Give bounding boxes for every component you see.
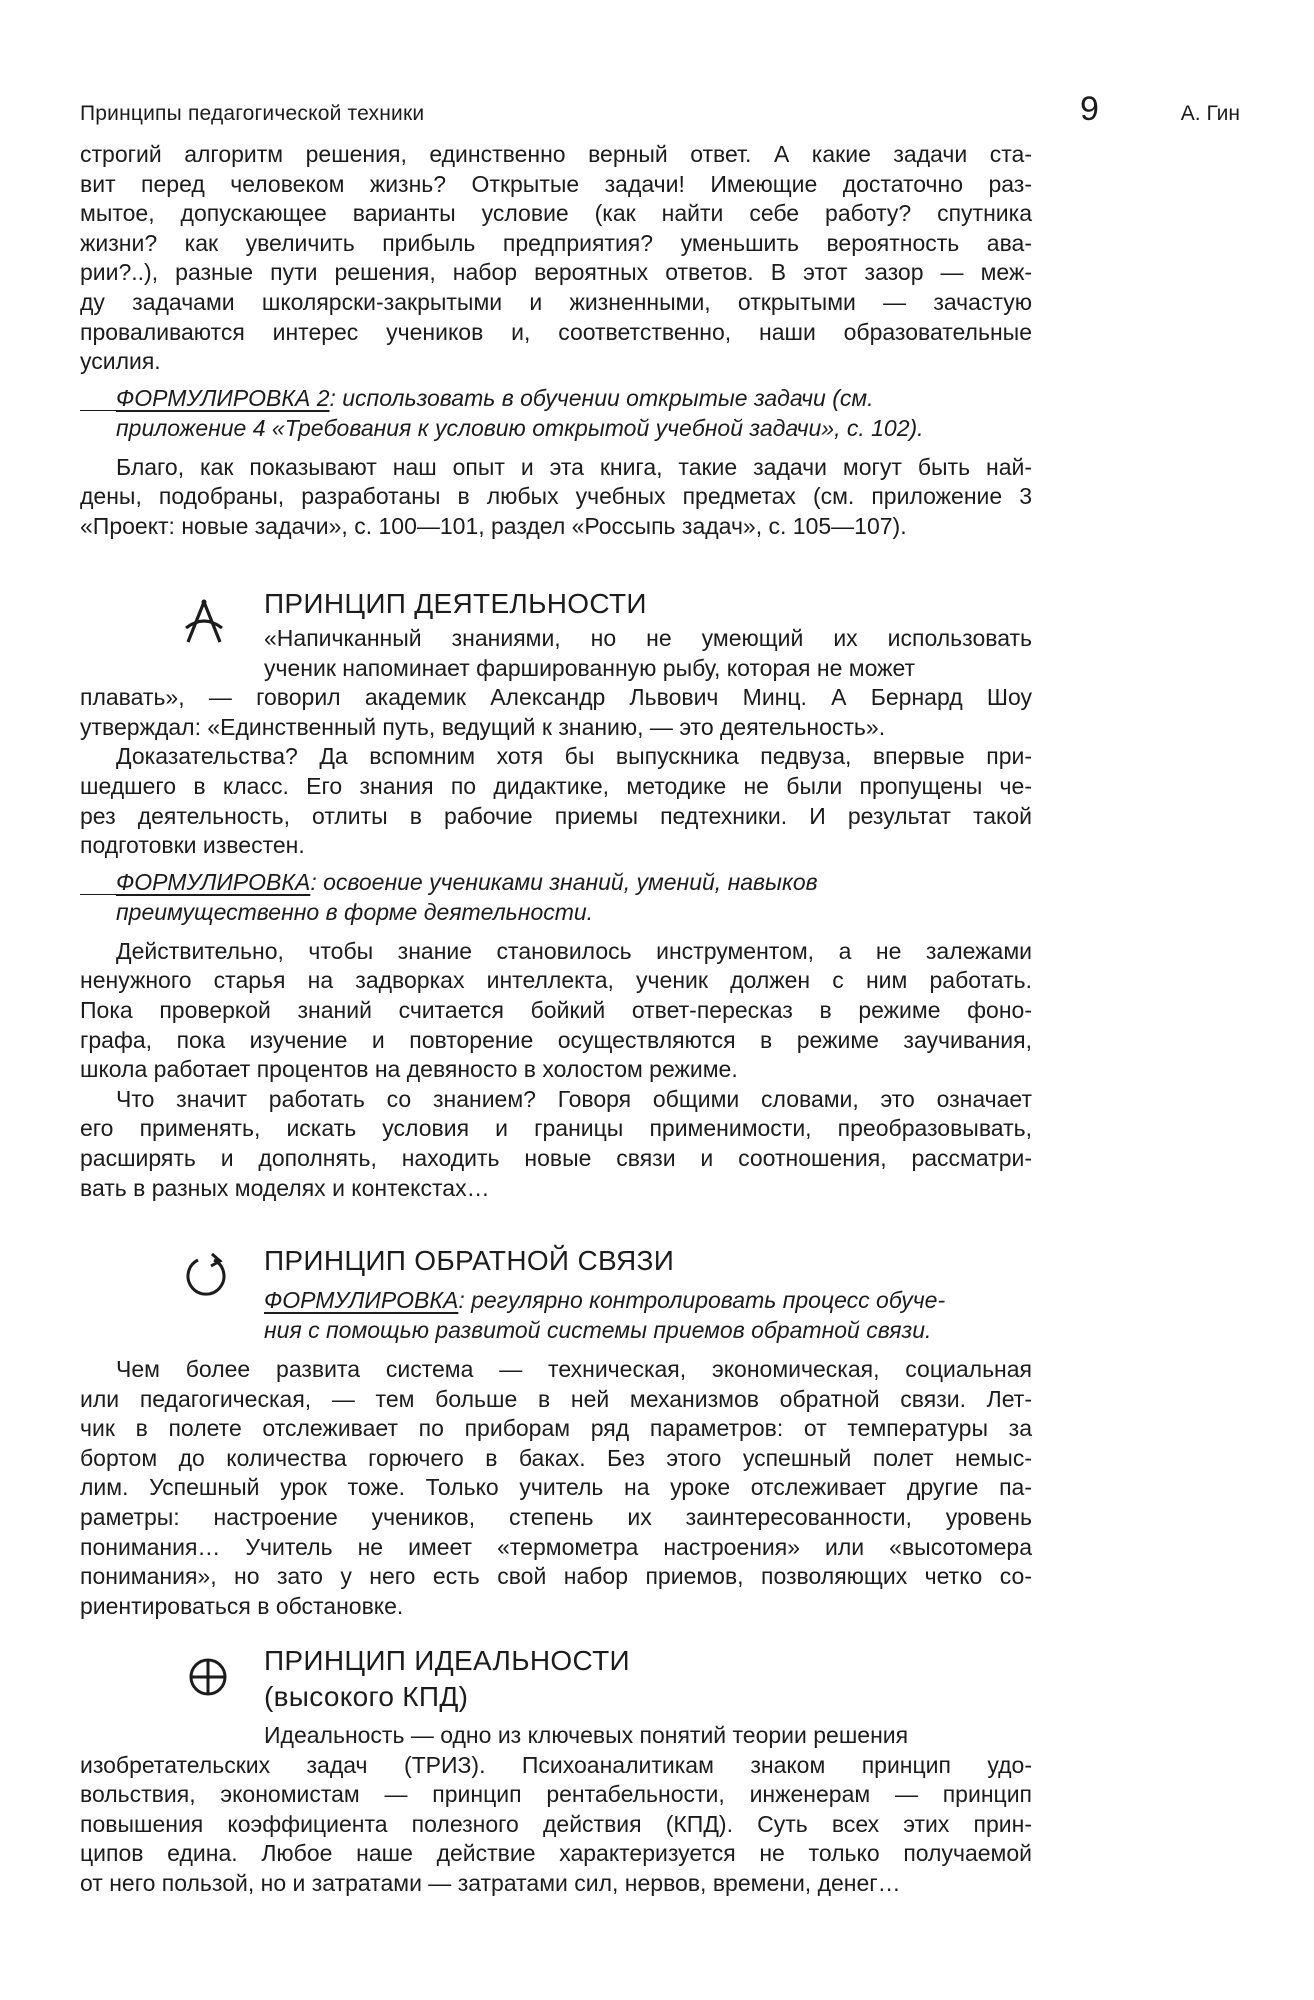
section-title: ПРИНЦИП ОБРАТНОЙ СВЯЗИ [264,1245,675,1276]
text-line: понимания», но зато у него есть свой набор приемов, позволяющих четко со- [80,1563,1032,1590]
refresh-arrow-icon [184,1253,230,1301]
text-line: расширять и дополнять, находить новые связи и соотношения, рассматри- [80,1144,1032,1171]
text-line: ципов едина. Любое наше действие характеризуется не только получаемой [80,1840,1032,1867]
paragraph [80,453,1032,542]
wrap-line [264,1721,1032,1751]
text-line: плавать», — говорил академик Александр Львович Минц. А Бернард Шоу [80,684,1032,711]
text-line: жизни? как увеличить прибыль предприятия? уменьшить вероятность ава- [80,229,1032,256]
text-line: шедшего в класс. Его знания по дидактике, методике не были пропущены че- [80,772,1032,799]
paragraph [80,937,1032,1085]
text-line: школа работает процентов на девяносто в холостом режиме. [80,1056,738,1083]
paragraph [80,1355,1032,1621]
text-line: Действительно, чтобы знание становилось инструментом, а не залежами [116,937,1032,964]
text-line: утверждал: «Единственный путь, ведущий к знанию, — это деятельность». [80,713,886,740]
page-number: 9 [1080,90,1099,128]
text-line: Пока проверкой знаний считается бойкий ответ-пересказ в режиме фоно- [80,996,1032,1023]
formulation [80,867,1032,927]
text-line: подготовки известен. [80,832,305,859]
text-line: рез деятельность, отлиты в рабочие приемы педтехники. И результат такой [80,802,1032,829]
text-line: или педагогическая, — тем больше в ней механизмов обратной связи. Лет- [80,1385,1032,1412]
formulation-label: ФОРМУЛИРОВКА 2 [116,384,330,411]
section-title: ПРИНЦИП ДЕЯТЕЛЬНОСТИ [264,588,647,619]
text-line: Доказательства? Да вспомним хотя бы выпускника педвуза, впервые при- [116,743,1032,770]
text-line: раметры: настроение учеников, степень их заинтересованности, уровень [80,1503,1032,1530]
formulation-text-2: ния с помощью развитой системы приемов обратной связи. [264,1317,932,1343]
text-line: бортом до количества горючего в баках. Без этого успешный полет немыс- [80,1444,1032,1471]
compass-icon [182,598,226,644]
text-line: Что значит работать со знанием? Говоря общими словами, это означает [116,1085,1032,1112]
text-line: усилия. [80,348,161,375]
text-line: понимания… Учитель не имеет «термометра настроения» или «высотомера [80,1533,1032,1560]
text-line: графа, пока изучение и повторение осуществляются в режиме заучивания, [80,1026,1032,1053]
formulation-rule [80,410,116,411]
section-title: ПРИНЦИП ИДЕАЛЬНОСТИ [264,1645,630,1676]
section-ideality [80,1645,1032,1899]
header-author: А. Гин [1180,102,1240,125]
text-line: от него пользой, но и затратами — затратами сил, нервов, времени, денег… [80,1869,901,1896]
formulation [264,1285,1032,1345]
text-line: ученик напоминает фаршированную рыбу, которая не может [264,654,916,681]
text-line: повышения коэффициента полезного действия (КПД). Суть всех этих прин- [80,1810,1032,1837]
formulation-text: : использовать в обучении открытые задачи (см. [329,384,874,411]
text-line: мытое, допускающее варианты условие (как найти себе работу? спутника [80,200,1032,227]
text-line: вать в разных моделях и контекстах… [80,1174,490,1201]
text-line: ду задачами школярски-закрытыми и жизненными, открытыми — зачастую [80,288,1032,315]
paragraph [80,1085,1032,1203]
text-line: вит перед человеком жизнь? Открытые задачи! Имеющие достаточно раз- [80,170,1032,197]
text-line: вольствия, экономистам — принцип рентабельности, инженерам — принцип [80,1781,1032,1808]
section-activity [80,588,1032,1203]
formulation-2 [80,383,1032,443]
text-line: его применять, искать условия и границы применимости, преобразовывать, [80,1115,1032,1142]
paragraph [80,683,1032,742]
text-line: «Проект: новые задачи», с. 100—101, раздел «Россыпь задач», с. 105—107). [80,512,907,539]
section-subtitle: (высокого КПД) [264,1681,469,1712]
section-feedback [80,1245,1032,1621]
crosshair-circle-icon [188,1657,228,1697]
formulation-label: ФОРМУЛИРОВКА [116,868,311,895]
paragraph [80,742,1032,860]
text-line: ненужного старья на задворках интеллекта, ученик должен с ним работать. [80,967,1032,994]
text-line: рии?..), разные пути решения, набор вероятных ответов. В этот зазор — меж- [80,259,1032,286]
running-header [80,90,1240,136]
text-line: Чем более развита система — техническая, экономическая, социальная [116,1356,1032,1382]
quote-wrap [264,624,1032,683]
text-line: Благо, как показывают наш опыт и эта книга, такие задачи могут быть най- [116,453,1032,480]
text-line: чик в полете отслеживает по приборам ряд параметров: от температуры за [80,1415,1032,1442]
text-line: риентироваться в обстановке. [80,1592,404,1619]
header-title: Принципы педагогической техники [80,102,425,125]
text-line: проваливаются интерес учеников и, соответственно, наши образовательные [80,318,1032,345]
text-line: строгий алгоритм решения, единственно верный ответ. А какие задачи ста- [80,141,1032,167]
text-line: изобретательских задач (ТРИЗ). Психоаналитикам знаком принцип удо- [80,1751,1032,1778]
text-line: Идеальность — одно из ключевых понятий теории решения [264,1722,909,1748]
text-line: «Напичканный знаниями, но не умеющий их использовать [264,625,1032,651]
intro-paragraph [80,140,1032,377]
formulation-text: : регулярно контролировать процесс обуче- [458,1287,946,1313]
formulation-text-2: приложение 4 «Требования к условию открытой учебной задачи», с. 102). [116,414,924,441]
text-line: лим. Успешный урок тоже. Только учитель на уроке отслеживает другие па- [80,1474,1032,1501]
formulation-text: : освоение учениками знаний, умений, навыков [310,868,818,895]
paragraph [80,1751,1032,1899]
intro-block [80,140,1032,542]
formulation-rule [80,894,116,895]
formulation-label: ФОРМУЛИРОВКА [264,1287,459,1313]
text-line: дены, подобраны, разработаны в любых учебных предметах (см. приложение 3 [80,483,1032,510]
formulation-text-2: преимущественно в форме деятельности. [116,898,594,925]
